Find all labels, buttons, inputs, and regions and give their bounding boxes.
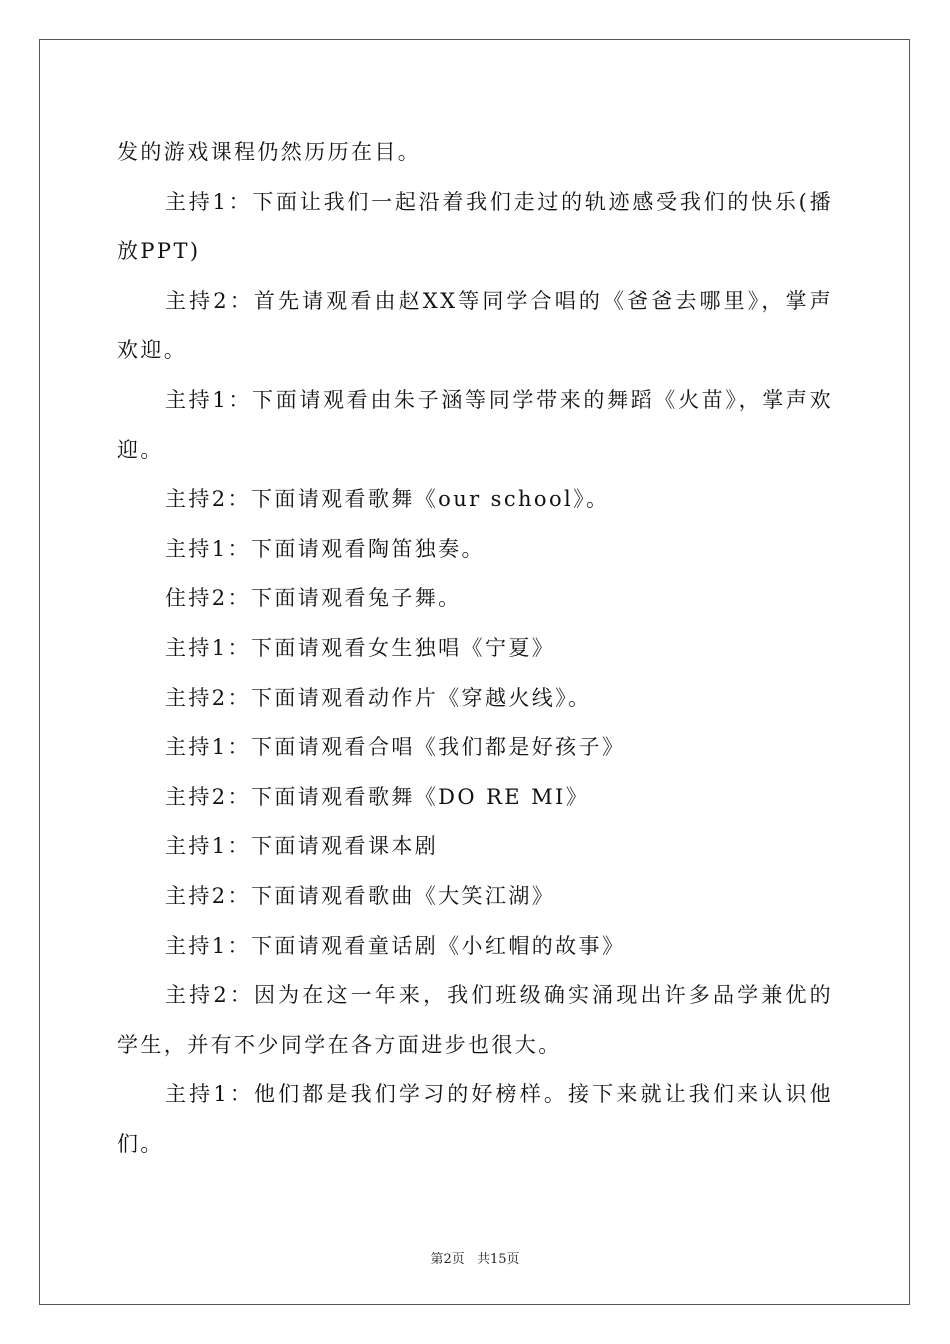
total-pages: 共15页 (476, 1252, 520, 1267)
paragraph: 主持1：下面让我们一起沿着我们走过的轨迹感受我们的快乐(播放PPT) (117, 189, 833, 264)
paragraph: 主持2：下面请观看歌舞《our school》。 (165, 487, 610, 512)
paragraph: 发的游戏课程仍然历历在目。 (117, 140, 422, 164)
current-page-number: 第2页 (430, 1252, 465, 1267)
paragraph: 住持2：下面请观看兔子舞。 (165, 586, 462, 611)
paragraph: 主持2：下面请观看歌舞《DO RE MI》 (165, 784, 590, 809)
paragraph: 主持1：下面请观看女生独唱《宁夏》 (165, 635, 556, 660)
page-footer (0, 1248, 950, 1267)
paragraph: 主持2：首先请观看由赵XX等同学合唱的《爸爸去哪里》，掌声欢迎。 (117, 288, 833, 363)
paragraph: 主持1：下面请观看由朱子涵等同学带来的舞蹈《火苗》，掌声欢迎。 (117, 387, 833, 462)
paragraph: 主持2：下面请观看歌曲《大笑江湖》 (165, 883, 556, 908)
paragraph: 主持1：他们都是我们学习的好榜样。接下来就让我们来认识他们。 (117, 1082, 833, 1156)
paragraph: 主持2：因为在这一年来，我们班级确实涌现出许多品学兼优的学生，并有不少同学在各方面进步也很大。 (117, 983, 833, 1057)
paragraph: 主持1：下面请观看童话剧《小红帽的故事》 (165, 933, 626, 958)
paragraph: 主持1：下面请观看合唱《我们都是好孩子》 (165, 735, 626, 760)
paragraph: 主持2：下面请观看动作片《穿越火线》。 (165, 685, 592, 710)
document-body (117, 128, 833, 1169)
paragraph: 主持1：下面请观看课本剧 (165, 834, 439, 859)
paragraph: 主持1：下面请观看陶笛独奏。 (165, 536, 485, 561)
